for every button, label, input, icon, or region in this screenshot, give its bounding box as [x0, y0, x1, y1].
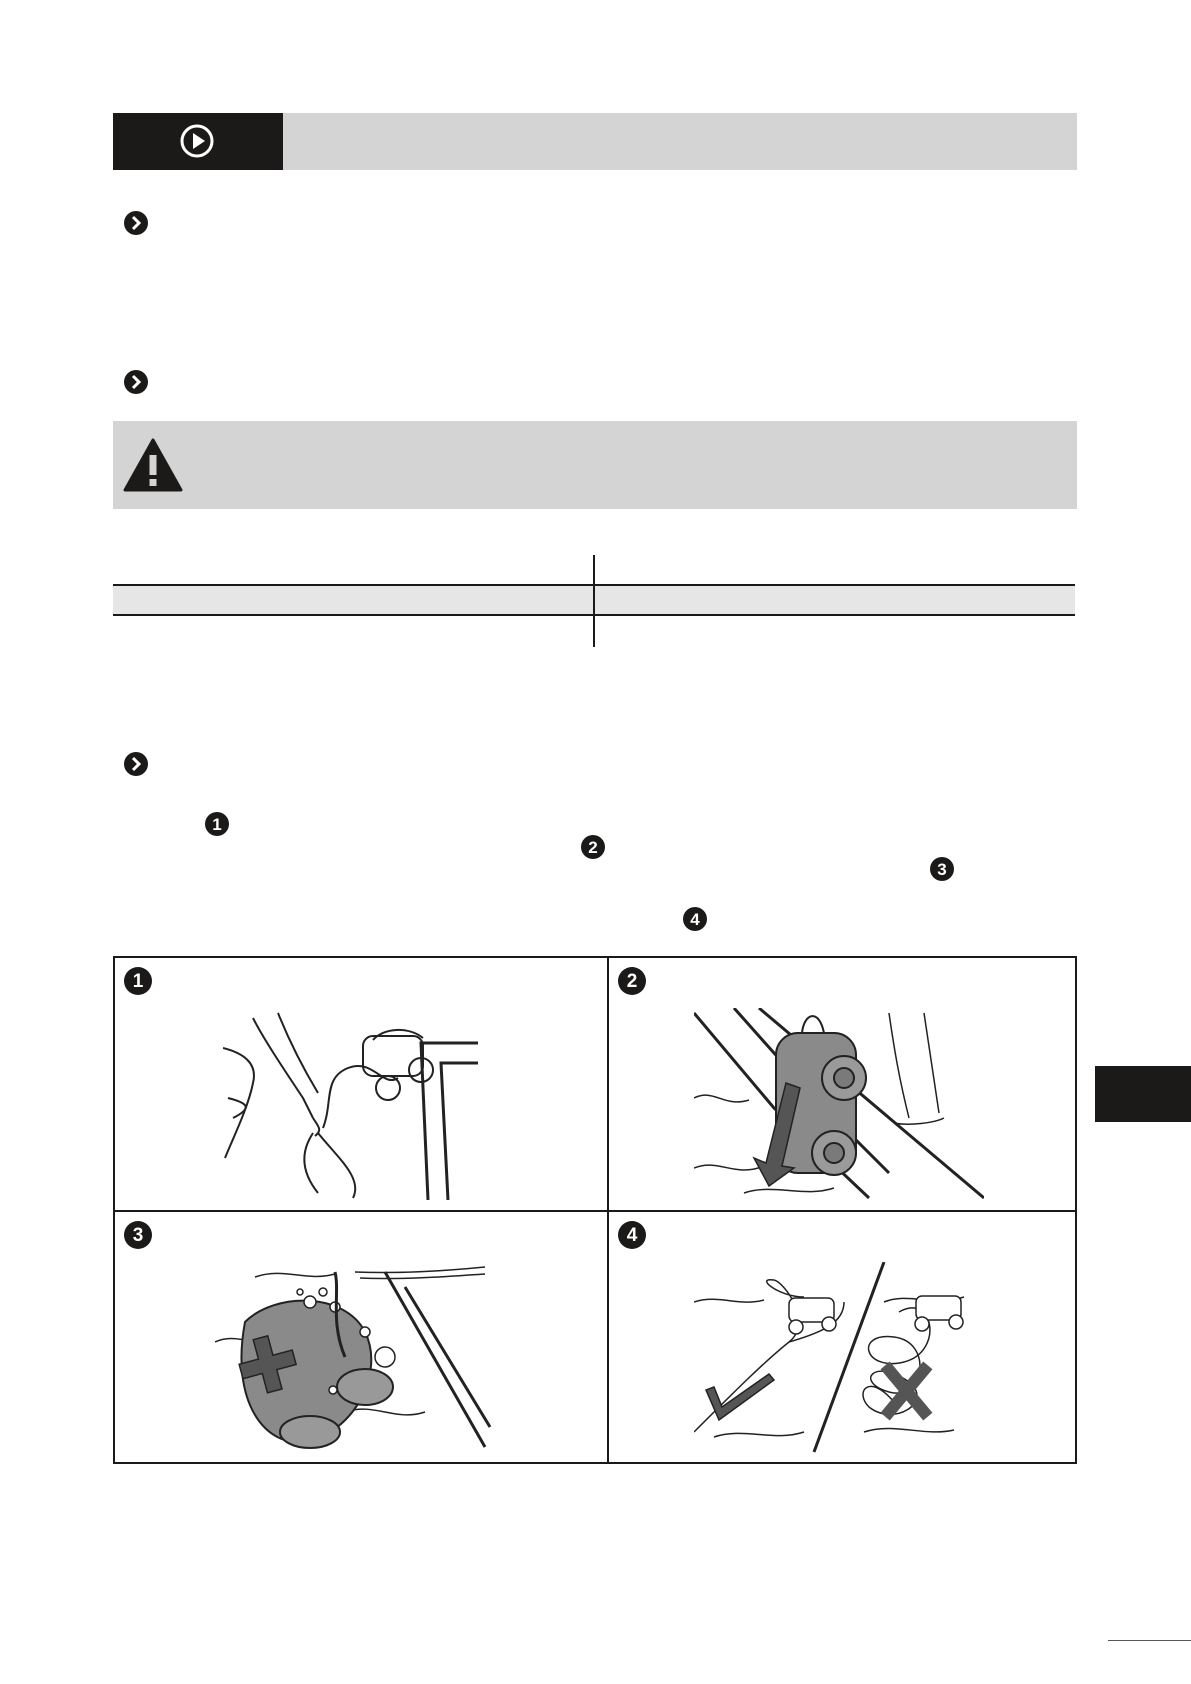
figure-panel-4: [609, 1212, 1077, 1464]
step-number-1-icon: [204, 811, 230, 837]
svg-text:2: 2: [626, 971, 638, 992]
section-header-title-bar: [283, 113, 1077, 170]
panel-number-4-icon: [617, 1220, 647, 1250]
chapter-side-tab: [1095, 1066, 1191, 1122]
figure-panel-3: [115, 1212, 607, 1464]
cross-mark-icon: [889, 1370, 924, 1412]
illustration-robot-lowering: [694, 1008, 984, 1200]
footer-rule: [1108, 1640, 1191, 1641]
panel-number-1-icon: [123, 966, 153, 996]
play-circle-icon: [179, 123, 215, 159]
illustration-robot-air-release: [215, 1262, 505, 1454]
svg-text:1: 1: [132, 971, 144, 992]
figure-panel-2: [609, 958, 1077, 1210]
step-number-3-icon: [929, 856, 955, 882]
illustration-cable-layout: [694, 1262, 984, 1454]
figure-panel-1: [115, 958, 607, 1210]
warning-triangle-icon: [123, 437, 183, 493]
svg-text:4: 4: [690, 910, 700, 929]
svg-text:3: 3: [132, 1225, 144, 1246]
panel-number-2-icon: [617, 966, 647, 996]
chevron-right-circle-icon: [123, 210, 149, 236]
svg-text:4: 4: [626, 1225, 638, 1246]
chevron-right-circle-icon: [123, 751, 149, 777]
section-header-icon-block: [113, 113, 283, 170]
check-mark-icon: [706, 1374, 774, 1420]
table-rule: [113, 614, 1075, 616]
svg-text:1: 1: [212, 815, 222, 834]
panel-number-3-icon: [123, 1220, 153, 1250]
installation-figure-grid: [113, 956, 1077, 1464]
step-number-2-icon: [580, 834, 606, 860]
svg-text:3: 3: [937, 860, 947, 879]
warning-box: [113, 421, 1077, 509]
step-number-4-icon: [682, 906, 708, 932]
table-column-divider: [593, 586, 595, 614]
chevron-right-circle-icon: [123, 369, 149, 395]
illustration-cable-unroll: [223, 1008, 505, 1200]
svg-text:2: 2: [588, 838, 598, 857]
